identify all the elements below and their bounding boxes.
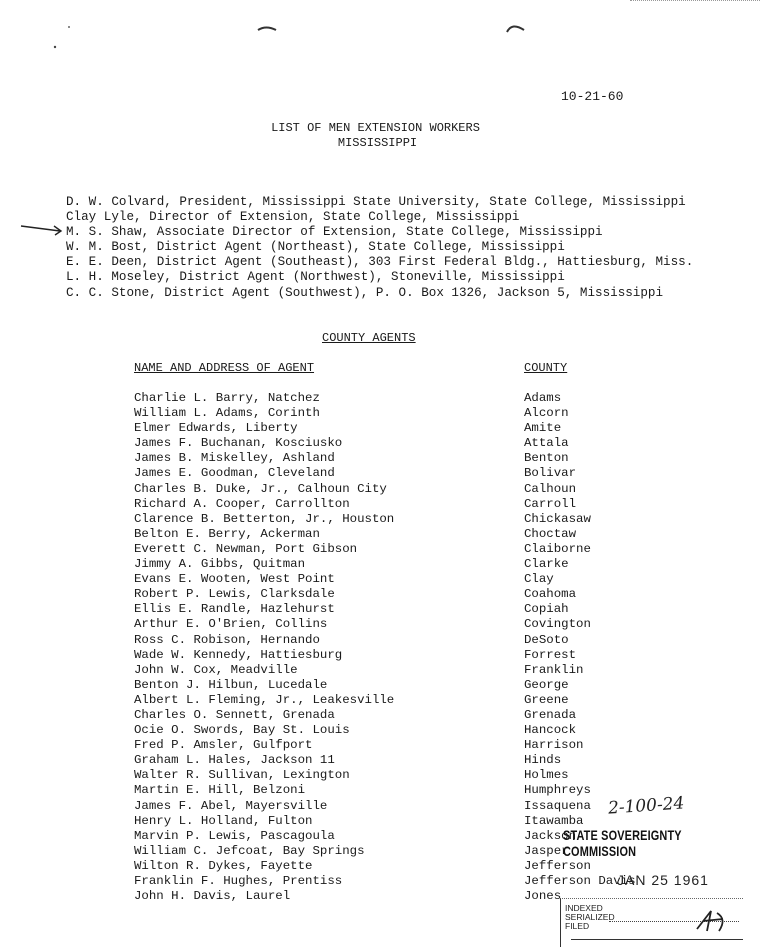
filed-label: FILED	[565, 921, 590, 931]
agent-name: John H. Davis, Laurel	[134, 889, 291, 904]
document-date: 10-21-60	[561, 89, 624, 104]
agent-county: Grenada	[524, 707, 577, 722]
scan-mark	[256, 24, 278, 34]
official-line: W. M. Bost, District Agent (Northeast), State College, Mississippi	[66, 240, 565, 255]
list-item	[0, 436, 763, 451]
agent-name: Graham L. Hales, Jackson 11	[134, 753, 335, 768]
agent-county: Hancock	[524, 723, 577, 738]
agent-county: George	[524, 677, 569, 692]
agent-name: Richard A. Cooper, Carrollton	[134, 496, 350, 511]
list-item	[0, 451, 763, 466]
agent-name: Franklin F. Hughes, Prentiss	[134, 874, 343, 888]
list-item	[0, 678, 763, 693]
agent-county: Bolivar	[524, 466, 577, 481]
list-item	[0, 391, 763, 406]
list-item	[0, 482, 763, 497]
official-line: L. H. Moseley, District Agent (Northwest), Stoneville, Mississippi	[66, 270, 565, 285]
margin-arrow-mark	[20, 222, 64, 236]
agent-name: Walter R. Sullivan, Lexington	[134, 768, 350, 783]
agent-county: Jackson	[524, 828, 577, 843]
list-item	[0, 542, 763, 557]
agent-county: Greene	[524, 692, 569, 707]
agent-name: Arthur E. O'Brien, Collins	[134, 617, 328, 632]
agent-county: Holmes	[524, 768, 569, 783]
agent-county: Humphreys	[524, 783, 591, 798]
agent-county: Benton	[524, 451, 569, 466]
list-item	[0, 497, 763, 512]
agent-county: Amite	[524, 421, 562, 436]
agent-county: Franklin	[524, 662, 584, 677]
official-line: D. W. Colvard, President, Mississippi State University, State College, Mississippi	[66, 195, 686, 209]
agent-name: James E. Goodman, Cleveland	[134, 466, 335, 481]
agent-county: Coahoma	[524, 587, 577, 602]
agent-name: Benton J. Hilbun, Lucedale	[134, 677, 328, 692]
agent-county: Attala	[524, 436, 569, 451]
agent-county: Covington	[524, 617, 591, 632]
filing-stamp-box	[560, 898, 743, 947]
list-item	[0, 406, 763, 421]
agent-county: Chickasaw	[524, 511, 591, 526]
list-item	[0, 693, 763, 708]
list-item	[0, 663, 763, 678]
list-item	[0, 421, 763, 436]
agent-county: DeSoto	[524, 632, 569, 647]
serialized-label: SERIALIZED	[565, 912, 615, 922]
agent-name: Albert L. Fleming, Jr., Leakesville	[134, 692, 395, 707]
agent-county: Claiborne	[524, 541, 591, 556]
agent-county: Hinds	[524, 753, 562, 768]
list-item	[0, 753, 763, 768]
agent-county: Harrison	[524, 738, 584, 753]
agent-county: Jefferson Davis	[524, 874, 636, 888]
list-item	[0, 587, 763, 602]
agent-name: Elmer Edwards, Liberty	[134, 421, 298, 436]
handwritten-file-number: 2-100-24	[607, 793, 685, 819]
section-title: COUNTY AGENTS	[322, 331, 416, 345]
agent-county: Copiah	[524, 602, 569, 617]
agent-name: Charles O. Sennett, Grenada	[134, 707, 335, 722]
list-item	[0, 572, 763, 587]
scan-dot	[52, 44, 58, 50]
agent-name: Belton E. Berry, Ackerman	[134, 526, 320, 541]
agent-county: Itawamba	[524, 813, 584, 828]
agent-name: Charles B. Duke, Jr., Calhoun City	[134, 481, 387, 496]
agent-name: Marvin P. Lewis, Pascagoula	[134, 828, 335, 843]
agent-name: Martin E. Hill, Belzoni	[134, 783, 306, 798]
official-line: M. S. Shaw, Associate Director of Extension, State College, Mississippi	[66, 225, 603, 240]
stamp-date: JAN 25 1961	[617, 872, 709, 888]
agent-county: Jefferson	[524, 858, 591, 873]
official-line: E. E. Deen, District Agent (Southeast), 303 First Federal Bldg., Hattiesburg, Miss.	[66, 255, 694, 270]
column-header-name: NAME AND ADDRESS OF AGENT	[134, 361, 315, 375]
document-subtitle: MISSISSIPPI	[337, 136, 418, 150]
agent-county: Choctaw	[524, 526, 577, 541]
list-item	[0, 512, 763, 527]
agent-name: Ellis E. Randle, Hazlehurst	[134, 602, 335, 617]
agent-name: Everett C. Newman, Port Gibson	[134, 541, 358, 556]
list-item	[0, 648, 763, 663]
list-item	[0, 617, 763, 632]
agent-county: Adams	[524, 391, 562, 405]
agent-county: Issaquena	[524, 798, 591, 813]
officials-list	[66, 195, 693, 301]
agent-name: William L. Adams, Corinth	[134, 406, 320, 421]
commission-stamp: STATE SOVEREIGNTY COMMISSION	[563, 827, 682, 859]
agent-county: Clay	[524, 572, 554, 587]
agent-county: Alcorn	[524, 406, 569, 421]
agent-name: Ocie O. Swords, Bay St. Louis	[134, 723, 350, 738]
agent-name: Robert P. Lewis, Clarksdale	[134, 587, 335, 602]
agent-name: Charlie L. Barry, Natchez	[134, 391, 320, 405]
agent-name: James B. Miskelley, Ashland	[134, 451, 335, 466]
list-item	[0, 768, 763, 783]
column-header-county: COUNTY	[524, 361, 568, 375]
list-item	[0, 557, 763, 572]
indexed-label: INDEXED	[565, 903, 603, 913]
list-item	[0, 527, 763, 542]
agent-county: Calhoun	[524, 481, 577, 496]
scan-mark	[504, 20, 528, 34]
top-dotted-line	[630, 0, 760, 1]
agent-name: Jimmy A. Gibbs, Quitman	[134, 557, 306, 572]
scan-dot	[66, 24, 72, 30]
list-item	[0, 633, 763, 648]
agent-name: William C. Jefcoat, Bay Springs	[134, 843, 365, 858]
list-item	[0, 602, 763, 617]
agent-county: Jones	[524, 889, 562, 904]
agent-county: Carroll	[524, 496, 577, 511]
agent-county: Forrest	[524, 647, 577, 662]
list-item	[0, 738, 763, 753]
agent-name: James F. Abel, Mayersville	[134, 798, 328, 813]
agent-name: Clarence B. Betterton, Jr., Houston	[134, 511, 395, 526]
official-line: C. C. Stone, District Agent (Southwest), P. O. Box 1326, Jackson 5, Mississippi	[66, 285, 664, 300]
agent-county: Clarke	[524, 557, 569, 572]
agent-name: John W. Cox, Meadville	[134, 662, 298, 677]
agent-name: Wade W. Kennedy, Hattiesburg	[134, 647, 343, 662]
agent-name: Henry L. Holland, Fulton	[134, 813, 313, 828]
official-line: Clay Lyle, Director of Extension, State College, Mississippi	[66, 210, 520, 225]
agent-name: Wilton R. Dykes, Fayette	[134, 858, 313, 873]
agent-name: Ross C. Robison, Hernando	[134, 632, 320, 647]
handwritten-initial-mark	[693, 905, 733, 935]
list-item	[0, 723, 763, 738]
document-title: LIST OF MEN EXTENSION WORKERS	[271, 121, 480, 135]
list-item	[0, 708, 763, 723]
divider	[571, 939, 743, 940]
list-item	[0, 466, 763, 481]
agent-name: Evans E. Wooten, West Point	[134, 572, 335, 587]
agent-county: Jasper	[524, 843, 569, 858]
agent-name: James F. Buchanan, Kosciusko	[134, 436, 343, 451]
agent-name: Fred P. Amsler, Gulfport	[134, 738, 313, 753]
